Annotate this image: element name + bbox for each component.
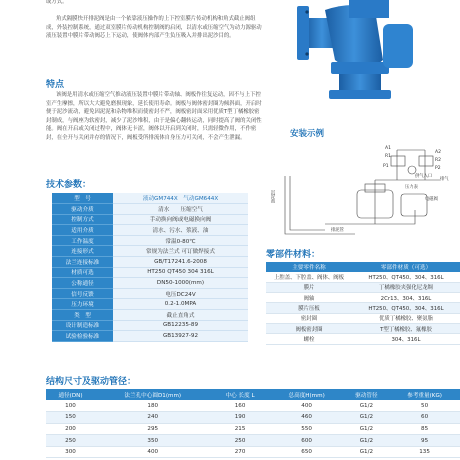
dims-cell: 190 <box>211 412 270 424</box>
intro-paragraph: 角式隔膜快开排泥阀是由一个依靠液压操作的上下控室膜片传动机构和角式截止阀组成，外装控制系统，通过双室膜片传动机构控制阀的启闭，以清水或压缩空气为动力源驱动液压装置中膜片带动阀芯上下运动，使阀体内部产生负压吸入并排出泥沙目的。 <box>46 16 262 40</box>
install-label-air-inlet: 供气入口 <box>415 174 433 179</box>
dims-row <box>46 423 460 435</box>
material-part: 膜片压板 <box>266 303 352 313</box>
spec-key: 公称通径 <box>52 278 113 289</box>
spec-row <box>52 225 248 236</box>
install-diagram <box>265 140 460 240</box>
material-part: 密封圈 <box>266 313 352 323</box>
features-title: 特点 <box>46 80 65 90</box>
spec-key: 型 号 <box>52 193 113 204</box>
spec-key: 压力环境 <box>52 299 113 310</box>
dims-cell: 150 <box>46 412 95 424</box>
spec-row <box>52 267 248 278</box>
spec-key: 试验检验标准 <box>52 331 113 342</box>
dims-row <box>46 412 460 424</box>
dims-cell: 300 <box>46 446 95 458</box>
spec-value: 常规为法兰式 可订做焊接式 <box>113 246 248 257</box>
spec-key: 信号反馈 <box>52 288 113 299</box>
spec-key: 连接形式 <box>52 246 113 257</box>
spec-key: 类 型 <box>52 310 113 321</box>
dims-cell: 400 <box>270 400 344 412</box>
spec-value: 常温0-80℃ <box>113 235 248 246</box>
material-row <box>266 323 460 333</box>
spec-row <box>52 257 248 268</box>
dims-cell: 200 <box>46 423 95 435</box>
dims-cell: 95 <box>389 435 460 447</box>
top-fragment: 或方式。 <box>46 0 68 5</box>
install-label-outlet: 排泥管 <box>331 228 344 233</box>
dims-cell: 180 <box>95 400 211 412</box>
spec-value: DN50-1000(mm) <box>113 278 248 289</box>
dims-cell: G1/2 <box>344 435 390 447</box>
materials-header-material: 零部件材质（可选） <box>352 262 460 272</box>
spec-row <box>52 320 248 331</box>
install-label-r1: R1 <box>385 154 391 159</box>
install-label-a2: A2 <box>435 150 441 155</box>
dims-row <box>46 400 460 412</box>
material-part: 膜片 <box>266 282 352 292</box>
spec-value: 0.2-1.0MPA <box>113 299 248 310</box>
dims-cell: G1/2 <box>344 446 390 458</box>
material-value: 优质丁橘橡胶、聚氨脂 <box>352 313 460 323</box>
spec-row <box>52 331 248 342</box>
dims-cell: G1/2 <box>344 400 390 412</box>
spec-row <box>52 246 248 257</box>
dims-header-dn: 通径(DN) <box>46 389 95 400</box>
dims-header-l: 中心 长度 L <box>211 389 270 400</box>
dims-cell: 135 <box>389 446 460 458</box>
spec-row <box>52 193 248 204</box>
material-row <box>266 272 460 282</box>
dims-cell: 100 <box>46 400 95 412</box>
material-row <box>266 334 460 344</box>
spec-row <box>52 288 248 299</box>
materials-header-part: 主要零件名称 <box>266 262 352 272</box>
dims-row <box>46 446 460 458</box>
install-label-a1: A1 <box>385 146 391 151</box>
dims-cell: 460 <box>270 412 344 424</box>
spec-value: 清水、污水、浆液、油 <box>113 225 248 236</box>
material-part: 上腔盖、下腔盖、阀体、阀板 <box>266 272 352 282</box>
valve-product-image <box>285 0 460 100</box>
dims-cell: 400 <box>95 446 211 458</box>
dims-cell: 250 <box>46 435 95 447</box>
spec-key: 法兰连接标准 <box>52 257 113 268</box>
spec-value: 液动GM744X 气动GM644X <box>113 193 248 204</box>
spec-key: 设计制造标准 <box>52 320 113 331</box>
material-value: 2Cr13、304、316L <box>352 293 460 303</box>
material-part: 阀轴 <box>266 293 352 303</box>
material-row <box>266 313 460 323</box>
spec-value: GB12235-89 <box>113 320 248 331</box>
dims-cell: 160 <box>211 400 270 412</box>
material-value: T型丁橘橡胶、氟橡胶 <box>352 323 460 333</box>
spec-value: HT250 QT450 304 316L <box>113 267 248 278</box>
spec-value: 手动换向阀或电磁换向阀 <box>113 214 248 225</box>
material-row <box>266 282 460 292</box>
dims-cell: G1/2 <box>344 423 390 435</box>
install-label-p1: P1 <box>383 164 389 169</box>
material-row <box>266 293 460 303</box>
dims-row <box>46 435 460 447</box>
spec-row <box>52 235 248 246</box>
dims-header-weight: 参考重量(KG) <box>389 389 460 400</box>
dims-cell: 550 <box>270 423 344 435</box>
dims-header-h: 总高度H(mm) <box>270 389 344 400</box>
dims-cell: 600 <box>270 435 344 447</box>
spec-row <box>52 204 248 215</box>
dims-cell: 270 <box>211 446 270 458</box>
material-part: 阀板密封圈 <box>266 323 352 333</box>
spec-value: 电压DC24V <box>113 288 248 299</box>
spec-key: 驱动介质 <box>52 204 113 215</box>
spec-value: GB13927-92 <box>113 331 248 342</box>
install-label-p2: P2 <box>435 166 441 171</box>
dims-cell: 215 <box>211 423 270 435</box>
dims-cell: 240 <box>95 412 211 424</box>
specs-title: 技术参数： <box>46 180 92 190</box>
material-value: 丁橘橡胶夹强化尼龙绸 <box>352 282 460 292</box>
dims-cell: 60 <box>389 412 460 424</box>
spec-value: 截止直角式 <box>113 310 248 321</box>
spec-key: 工作温度 <box>52 235 113 246</box>
material-value: 304、316L <box>352 334 460 344</box>
materials-title: 零部件材料： <box>266 250 321 260</box>
dims-cell: G1/2 <box>344 412 390 424</box>
dims-cell: 85 <box>389 423 460 435</box>
spec-row <box>52 214 248 225</box>
dims-cell: 295 <box>95 423 211 435</box>
install-label-r2: R2 <box>435 158 441 163</box>
dims-cell: 350 <box>95 435 211 447</box>
install-label-exhaust: 排气 <box>440 177 449 182</box>
dims-header-d1: 法兰孔中心圆D1(mm) <box>95 389 211 400</box>
dims-header-pipe: 驱动管径 <box>344 389 390 400</box>
spec-value: 清水 压缩空气 <box>113 204 248 215</box>
spec-row <box>52 310 248 321</box>
materials-table <box>266 262 460 345</box>
spec-row <box>52 278 248 289</box>
install-label-gauge: 压力表 <box>405 185 418 190</box>
dims-cell: 650 <box>270 446 344 458</box>
spec-key: 材质可选 <box>52 267 113 278</box>
dims-cell: 250 <box>211 435 270 447</box>
material-value: HT250、QT450、304、316L <box>352 303 460 313</box>
install-label-tank: 沉淀池 <box>270 190 275 203</box>
spec-key: 控制方式 <box>52 214 113 225</box>
features-body: 该阀是用清水或压缩空气推动液压装置中膜片带动轴、阀板作往复运动，因不与上下控室产生摩擦，所以大大避免磨损现象，延长使用寿命。阀板与阀体密封圈为倾斜面，开启时便于泥沙流动，避免因泥泥和杂物堆积而使密封不严，阀板密封面采用优质T型丁橘橡胶密封制成，与阀座为软密封，减少了泥沙堆积，由于是偏心翻转运动，同时提高了阀的关闭性能。阀在开启或关闭过程中，阀体无卡涩，阀体以开启到关闭时，只需轻微作用，不作密封，在全开与关闭并存的情况下，阀板受所排流体自身压力可关闭，不会产生泄漏。 <box>46 92 262 141</box>
install-label-solenoid: 电磁阀 <box>425 197 438 202</box>
material-part: 螺栓 <box>266 334 352 344</box>
material-row <box>266 303 460 313</box>
specs-table <box>52 193 248 342</box>
dims-table <box>46 389 460 458</box>
dims-title: 结构尺寸及驱动管径： <box>46 377 137 387</box>
spec-key: 适用介质 <box>52 225 113 236</box>
spec-value: GB/T17241.6-2008 <box>113 257 248 268</box>
material-value: HT250、QT450、304、316L <box>352 272 460 282</box>
install-title: 安装示例 <box>290 129 325 139</box>
spec-row <box>52 299 248 310</box>
dims-cell: 50 <box>389 400 460 412</box>
